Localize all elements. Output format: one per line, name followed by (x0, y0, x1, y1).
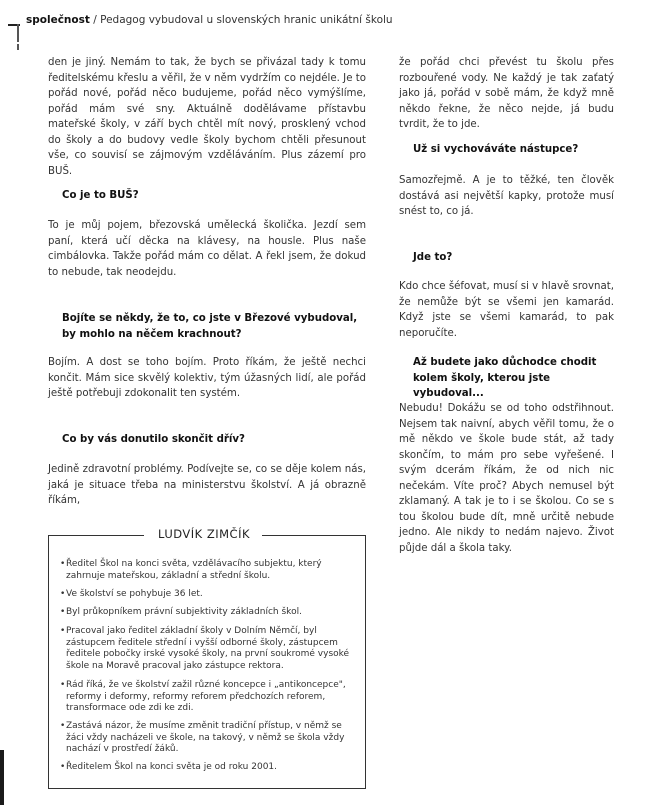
bullet-icon: • (60, 559, 66, 569)
bio-item (60, 680, 351, 715)
paragraph: Bojím. A dost se toho bojím. Proto říkám, že ještě nechci končit. Mám sice skvělý kolektiv, tým úžasných lidí, ale pořád ještě potřebuji zdokonalit ten systém. (48, 357, 366, 399)
box-title: LUDVÍK ZIMČÍK (157, 527, 250, 541)
interview-question (48, 311, 366, 342)
bio-text: Ve školství se pohybuje 36 let. (66, 589, 203, 599)
bullet-icon: • (60, 589, 66, 599)
question-line: Bojíte se někdy, že to, co jste v Březové vybudoval, (62, 313, 358, 324)
bio-text: Ředitel Škol na konci světa, vzdělávacího subjektu, který zahrnuje mateřskou, základní a střední školu. (66, 559, 322, 581)
margin-tick (17, 44, 19, 50)
page-edge-bar (0, 750, 4, 805)
question-line: Až budete jako důchodce chodit (413, 357, 597, 368)
bullet-icon: • (60, 721, 66, 731)
paragraph: Samozřejmě. A je to těžké, ten člověk dostává asi největší kapky, protože musí snést to, co já. (399, 175, 614, 217)
bio-text: Rád říká, že ve školství zažil různé koncepce i „antikoncepce", reformy i deformy, reformy reforem předchozích reforem, transformace ode zdi ke zdi. (66, 680, 346, 713)
page-header (0, 8, 648, 30)
bullet-icon: • (60, 762, 66, 772)
paragraph: Jedině zdravotní problémy. Podívejte se, co se děje kolem nás, jaká je situace třeba na ministerstvu školství. A já obrazně říkám, (48, 464, 366, 506)
paragraph: Kdo chce šéfovat, musí si v hlavě srovnat, že nemůže být se všemi jen kamarád. Když jste se všemi kamarád, to pak neporučíte. (399, 281, 614, 339)
paragraph: den je jiný. Nemám to tak, že bych se přivázal tady k tomu ředitelskému křeslu a věřil, že v něm vydržím co nejdéle. Je to pořád nové, pořád něco budujeme, pořád něco vymýšlíme, pořád mám své sny. Aktuálně dodělávame přístavbu mateřské školy, v září bych chtěl mít nový, prosklený vchod do školy a do budovy vedle školy bychom chtěli přesunout vše, co souvisí se zájmovým vzděláváním. Plus zázemí pro BUŠ. (48, 57, 366, 177)
section-name: společnost (26, 14, 90, 26)
bio-text: Ředitelem Škol na konci světa je od roku 2001. (66, 762, 278, 772)
question-line: by mohlo na něčem krachnout? (62, 328, 242, 340)
bio-item (60, 626, 351, 672)
question-line: kolem školy, kterou jste vybudoval... (413, 372, 551, 399)
bio-text: Pracoval jako ředitel základní školy v Dolním Němčí, byl zástupcem ředitele střední i vyšší odborné školy, zástupcem ředitele pobočky irské vysoké školy, na první soukromé vysoké škole na Moravě pracoval jako zástupce rektora. (66, 626, 350, 671)
bio-text: Zastává názor, že musíme změnit tradiční přístup, v němž se žáci vždy nacházeli ve škole, na takový, v němž se škola vždy nachází v prostředí žáků. (66, 721, 345, 754)
paragraph: že pořád chci převést tu školu přes rozbouřené vody. Ne každý je tak zaťatý jako já, pořád v sobě mám, že když mně někdo řekne, že něco nejde, já budu tvrdit, že to jde. (399, 57, 614, 130)
header-text (26, 14, 393, 26)
article-title: Pedagog vybudoval u slovenských hranic unikátní školu (100, 14, 393, 26)
bio-item (60, 721, 351, 756)
margin-tick (17, 24, 19, 42)
interview-question (399, 355, 614, 402)
interview-question: Co by vás donutilo skončit dřív? (62, 434, 245, 445)
bio-item (60, 762, 351, 774)
bio-text: Byl průkopníkem právní subjektivity základních škol. (66, 607, 302, 617)
interview-question: Už si vychováváte nástupce? (413, 144, 579, 155)
interview-question: Jde to? (413, 252, 453, 263)
header-separator: / (89, 14, 101, 26)
bio-item (60, 559, 351, 582)
interview-question: Co je to BUŠ? (62, 190, 139, 201)
bullet-icon: • (60, 626, 66, 636)
bio-item (60, 607, 351, 619)
bio-item (60, 589, 351, 601)
bullet-icon: • (60, 680, 66, 690)
paragraph: Nebudu! Dokážu se od toho odstřihnout. Nejsem tak naivní, abych věřil tomu, že o mě někdo ve škole bude stát, až tady skončím, to mám pro sebe vyřešené. I svým dcerám říkám, že od nich nic nečekám. Víte proč? Abych nemusel být zklamaný. A tak je to i se školou. Co se s tou školou bude dít, mně určitě nebude jedno. Ale nikdy to nedám najevo. Život půjde dál a škola taky. (399, 403, 614, 554)
paragraph: To je můj pojem, březovská umělecká školička. Jezdí sem paní, která učí děcka na klávesy, na housle. Plus naše cimbálovka. Takže pořád mám co dělat. A řekl jsem, že dokud to nebude, tak neodejdu. (48, 220, 366, 278)
bullet-icon: • (60, 607, 66, 617)
